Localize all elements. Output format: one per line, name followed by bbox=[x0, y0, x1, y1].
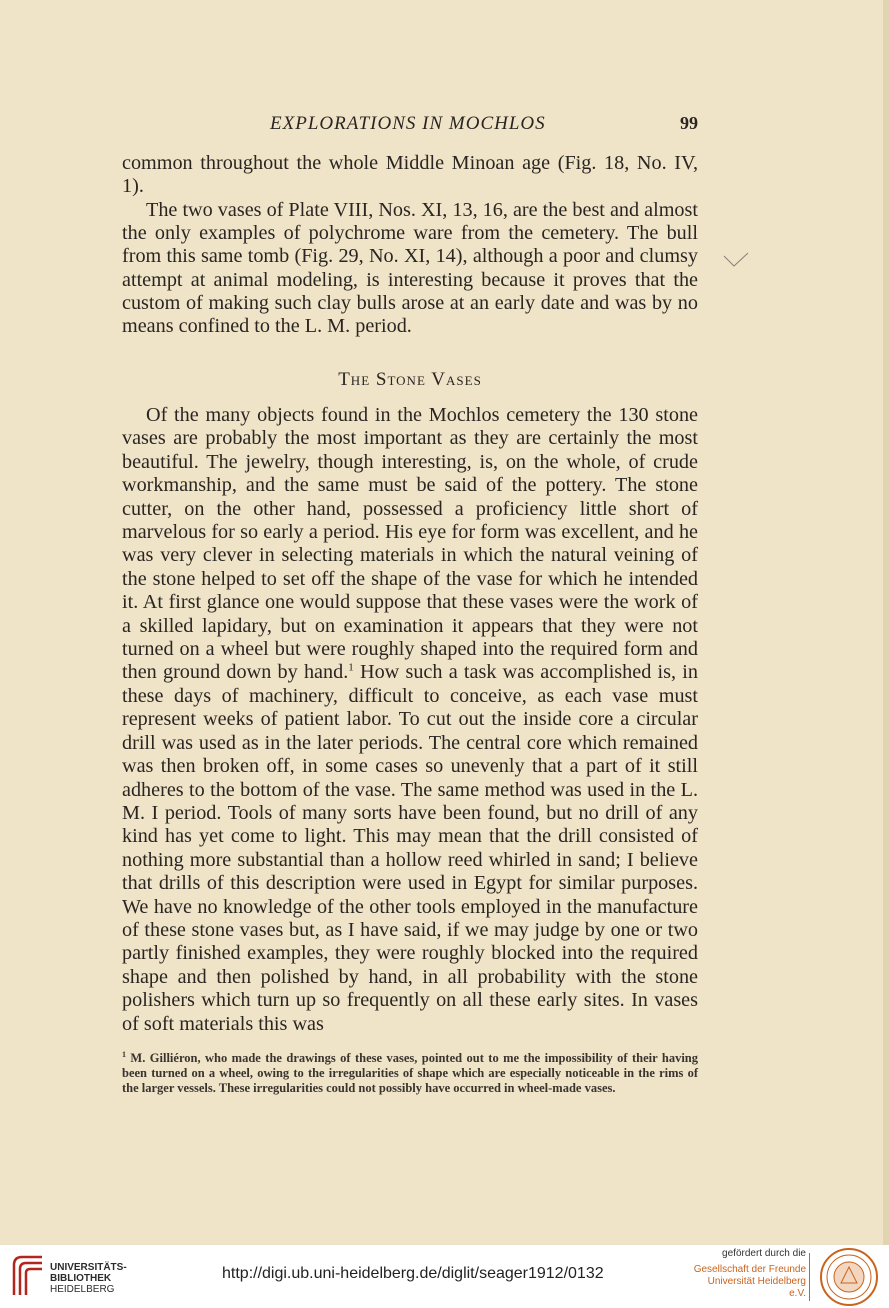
sponsor-org: Gesellschaft der Freunde bbox=[693, 1264, 806, 1275]
university-seal-icon[interactable] bbox=[819, 1247, 879, 1307]
section-heading: The Stone Vases bbox=[338, 369, 482, 390]
paragraph-text-part: How such a task was accomplished is, in these days of machinery, difficult to conceive, as each vase must represent weeks of patient labor. To cut out the inside core a circular drill was used as in the later periods. The central core which remained was then broken off, in some cases so unevenly that a part of it still adheres to the bottom of the vase. The same method was used in the L. M. I period. Tools of many sorts have been found, but no drill of any kind has yet come to light. This may mean that the drill consisted of nothing more substantial than a hollow reed whirled in sand; I believe that drills of this description were used in Egypt for similar purposes. We have no knowledge of the other tools employed in the manufacture of these stone vases but, as I have said, if we may judge by one or two partly finished examples, they were roughly blocked into the required shape and then polished by hand, in all probability with the stone polishers which turn up so frequently on all these early sites. In vases of soft materials this was bbox=[122, 661, 698, 1035]
paragraph-continuation bbox=[122, 152, 698, 198]
paragraph-text-part: Of the many objects found in the Mochlos cemetery the 130 stone vases are probably the most important as they are certainly the most beautiful. The jewelry, though interesting, is, on the whole, of crude workmanship, and the same must be said of the pottery. The stone cutter, on the other hand, possessed a proficiency little short of marvelous for so early a period. His eye for form was excellent, and he was very clever in selecting materials in which the natural veining of the stone helped to set off the shape of the vase for which he intended it. At first glance one would suppose that these vases were the work of a skilled lapidary, but on examination it appears that they were not turned on a wheel but were roughly shaped into the required form and then ground down by hand. bbox=[122, 404, 698, 684]
footnote-reference[interactable]: 1 bbox=[348, 661, 354, 674]
paragraph-stone-vases bbox=[122, 404, 698, 1036]
ub-heidelberg-logo-icon[interactable] bbox=[10, 1253, 46, 1299]
footer-bar bbox=[0, 1245, 889, 1308]
permalink-url[interactable]: http://digi.ub.uni-heidelberg.de/diglit/seager1912/0132 bbox=[222, 1265, 604, 1282]
library-name bbox=[50, 1262, 127, 1295]
paragraph-text: The two vases of Plate VIII, Nos. XI, 13, 16, are the best and almost the only examples of polychrome ware from the cemetery. The bull from this same tomb (Fig. 29, No. XI, 14), although a poor and clumsy attempt at animal modeling, is interesting because it proves that the custom of making such clay bulls arose at an early date and was by no means confined to the L. M. period. bbox=[122, 199, 698, 338]
footnote-text: M. Gilliéron, who made the drawings of these vases, pointed out to me the impossibility of their having been turned on a wheel, owing to the irregularities of shape which are especially noticeable in the rims of the larger vessels. These irregularities could not possibly have occurred in wheel-made vases. bbox=[122, 1051, 698, 1095]
sponsor-lead: gefördert durch die bbox=[722, 1248, 806, 1259]
library-line: UNIVERSITÄTS- bbox=[50, 1262, 127, 1273]
page-number: 99 bbox=[680, 113, 698, 133]
library-line: HEIDELBERG bbox=[50, 1284, 115, 1295]
footer-divider bbox=[809, 1253, 810, 1301]
library-line: BIBLIOTHEK bbox=[50, 1273, 112, 1284]
running-title: EXPLORATIONS IN MOCHLOS bbox=[270, 113, 546, 134]
paragraph-text: common throughout the whole Middle Minoan age (Fig. 18, No. IV, 1). bbox=[122, 152, 698, 198]
pencil-mark-icon bbox=[722, 250, 750, 270]
footnote bbox=[122, 1051, 698, 1096]
paragraph-polychrome bbox=[122, 199, 698, 338]
running-head bbox=[120, 113, 698, 139]
sponsor-text bbox=[688, 1248, 806, 1300]
paragraph-text bbox=[122, 404, 698, 1036]
sponsor-org: Universität Heidelberg e.V. bbox=[707, 1276, 806, 1299]
footnote-mark: 1 bbox=[122, 1049, 126, 1059]
page-edge bbox=[883, 0, 889, 1245]
